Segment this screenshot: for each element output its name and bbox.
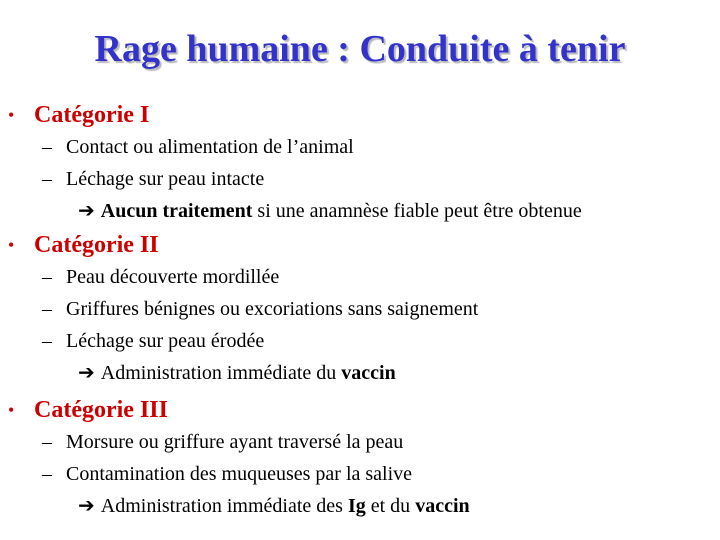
category-3-result [0,490,720,522]
result-bold-text: vaccin [341,362,396,384]
arrow-right-icon: ➔ [78,200,95,222]
category-1-section [0,99,720,227]
slide-title: Rage humaine : Conduite à tenir [94,28,626,70]
category-3-heading [0,394,720,426]
arrow-right-icon: ➔ [78,362,95,384]
category-1-item-text: Contact ou alimentation de l’animal [66,136,354,158]
category-2-item [0,293,720,325]
dash-icon: – [42,168,52,190]
dash-icon: – [42,136,52,158]
category-3-item-text: Contamination des muqueuses par la salive [66,463,413,485]
category-3-item [0,426,720,458]
category-2-item [0,261,720,293]
category-3-label: Catégorie III [34,397,168,423]
category-1-result [0,195,720,227]
result-bold-text: Ig [347,495,366,517]
category-2-section [0,229,720,389]
category-2-heading [0,229,720,261]
result-bold-text: vaccin [415,495,470,517]
bullet-icon: • [8,105,15,125]
dash-icon: – [42,330,52,352]
category-3-item-text: Morsure ou griffure ayant traversé la peau [66,431,404,453]
category-2-item [0,325,720,357]
category-3-item [0,458,720,490]
result-text: si une anamnèse fiable peut être obtenue [252,200,582,222]
dash-icon: – [42,266,52,288]
bullet-icon: • [8,400,15,420]
category-2-item-text: Griffures bénignes ou excoriations sans saignement [66,298,479,320]
category-1-item [0,163,720,195]
result-bold-text: Aucun traitement [100,200,253,222]
bullet-icon: • [8,235,15,255]
category-2-label: Catégorie II [34,232,159,258]
dash-icon: – [42,463,52,485]
category-2-item-text: Peau découverte mordillée [66,266,280,288]
category-3-section [0,394,720,522]
result-text: et du [365,495,416,517]
dash-icon: – [42,298,52,320]
result-text: Administration immédiate des [100,495,348,517]
result-text: Administration immédiate du [100,362,342,384]
category-1-heading [0,99,720,131]
category-2-result [0,357,720,389]
category-1-item-text: Léchage sur peau intacte [66,168,265,190]
dash-icon: – [42,431,52,453]
arrow-right-icon: ➔ [78,495,95,517]
category-2-item-text: Léchage sur peau érodée [66,330,265,352]
category-1-label: Catégorie I [34,102,150,128]
category-1-item [0,131,720,163]
